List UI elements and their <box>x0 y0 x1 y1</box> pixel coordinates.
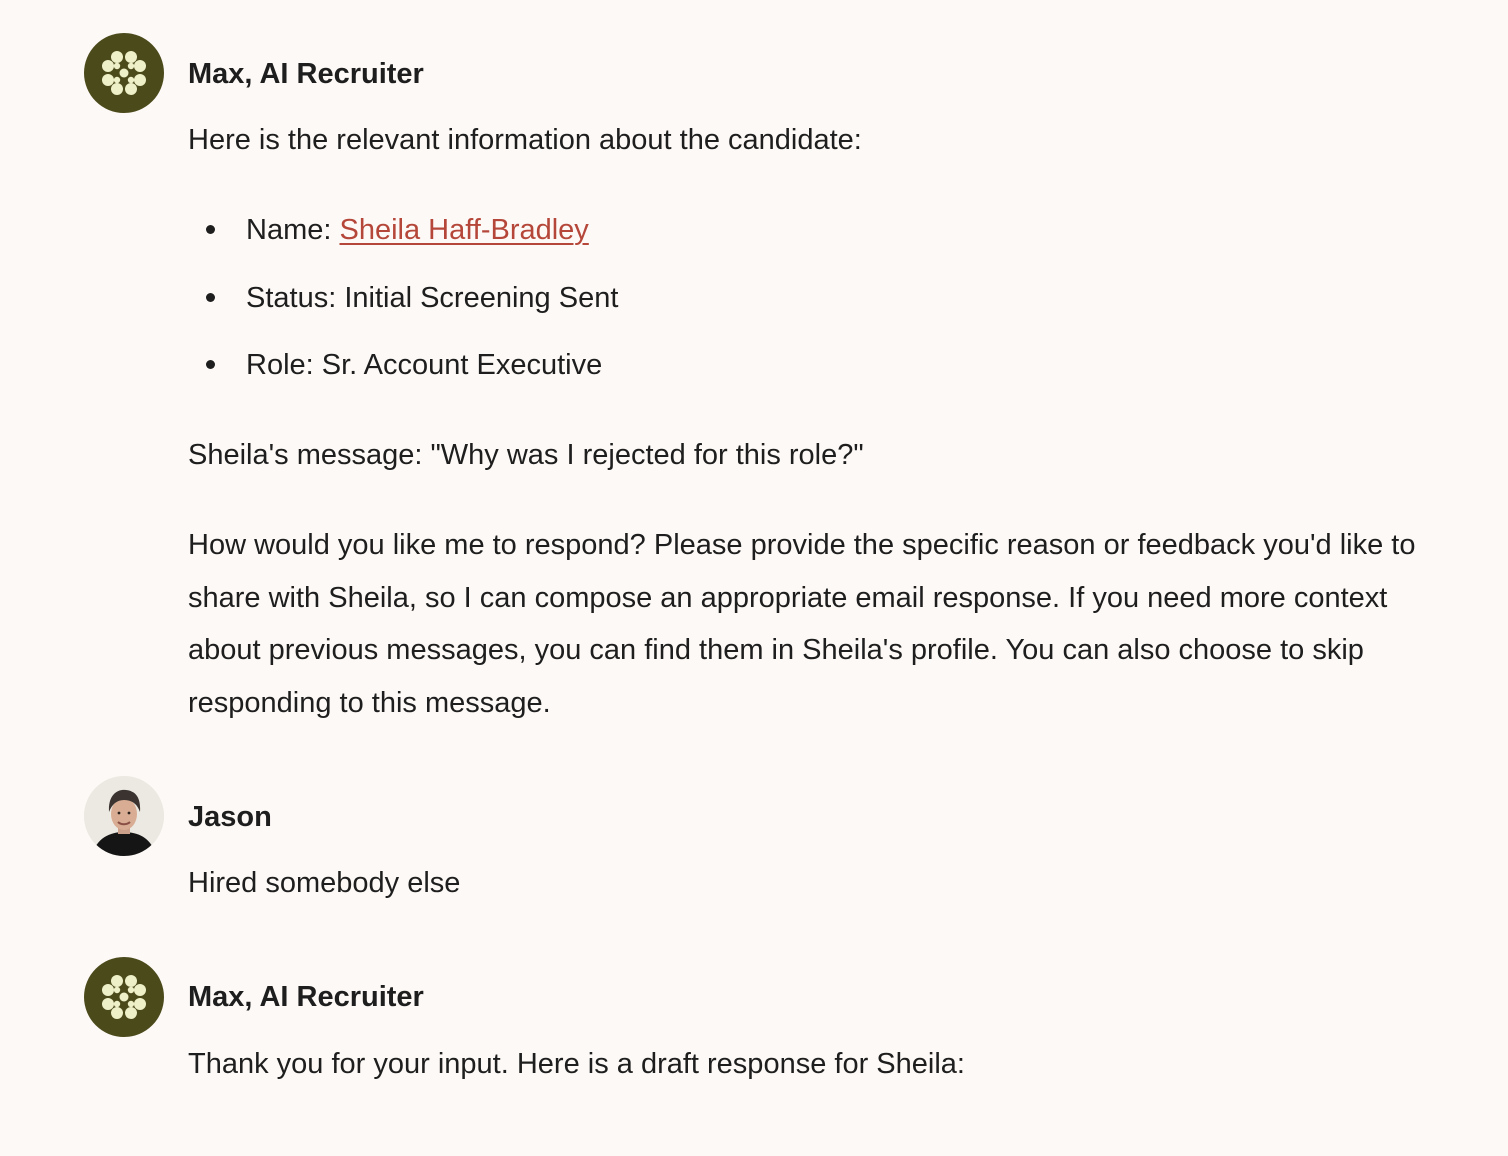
response-question: How would you like me to respond? Please provide the specific reason or feedback you'd like to share with Sheila, so I can compose an appropriate email response. If you need more context about previous messages, you can find them in Sheila's profile. You can also choose to skip responding to this message. <box>188 529 1416 719</box>
message-text: Thank you for your input. Here is a draft response for Sheila: <box>188 1048 965 1080</box>
message-intro: Here is the relevant information about the candidate: <box>188 124 862 156</box>
bullet-icon <box>206 225 215 234</box>
detail-label: Name: <box>246 214 340 246</box>
detail-name <box>206 210 589 250</box>
detail-label: Status: <box>246 282 345 314</box>
detail-status <box>206 278 618 318</box>
flower-logo-icon <box>84 33 164 113</box>
detail-label: Role: <box>246 349 322 381</box>
detail-role <box>206 345 602 385</box>
user-photo-avatar <box>84 776 164 856</box>
detail-value: Sr. Account Executive <box>321 349 603 381</box>
bullet-icon <box>206 360 215 369</box>
candidate-quote: Sheila's message: "Why was I rejected for this role?" <box>188 439 864 471</box>
ai-recruiter-avatar <box>84 957 164 1037</box>
sender-name: Jason <box>188 801 272 833</box>
candidate-profile-link[interactable]: Sheila Haff-Bradley <box>339 214 589 246</box>
sender-name: Max, AI Recruiter <box>188 981 424 1013</box>
bullet-icon <box>206 293 215 302</box>
detail-value: Initial Screening Sent <box>344 282 619 314</box>
ai-recruiter-avatar <box>84 33 164 113</box>
sender-name: Max, AI Recruiter <box>188 58 424 90</box>
user-photo-icon <box>84 776 164 856</box>
message-text: Hired somebody else <box>188 867 461 899</box>
flower-logo-icon <box>84 957 164 1037</box>
